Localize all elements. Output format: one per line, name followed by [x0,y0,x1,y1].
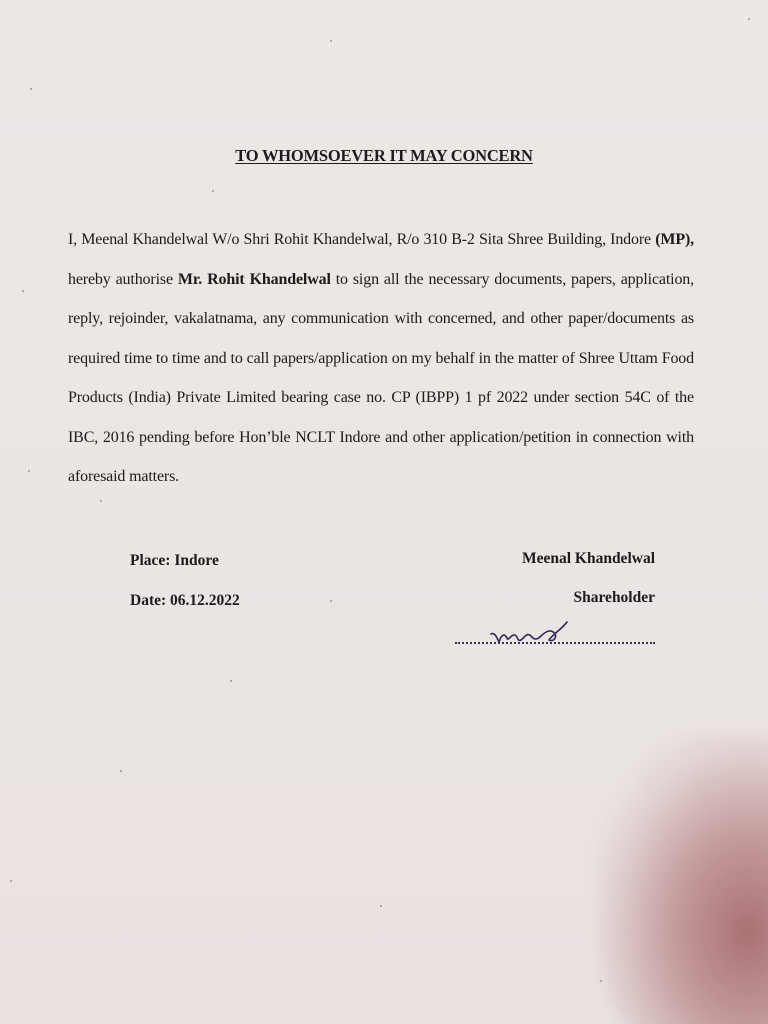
place-field: Place: Indore [130,552,219,569]
body-text-3: to sign all the necessary documents, papers, application, reply, rejoinder, vakalatnama, any communication with concerned, and other paper/documents as required time to time and to call papers/application on my behalf in the matter of Shree Uttam Food Products (India) Private Limited bearing case no. CP (IBPP) 1 pf 2022 under section 54C of the IBC, 2016 pending before Hon’ble NCLT Indore and other application/petition in connection with aforesaid matters. [68,270,695,485]
hand-shadow [598,734,768,1024]
paper-speck [230,680,232,682]
paper-speck [748,18,750,20]
signature-line [455,620,655,650]
paper-speck [330,600,332,602]
paper-speck [100,500,102,502]
paper-speck [30,88,32,90]
paper-speck [22,290,24,292]
paper-speck [120,770,122,772]
paper-speck [10,880,12,882]
paper-speck [380,905,382,907]
paper-speck [330,40,332,42]
body-state: (MP), [655,231,694,248]
authorised-person: Mr. Rohit Khandelwal [177,270,331,288]
document-title: TO WHOMSOEVER IT MAY CONCERN [235,146,533,165]
date-field: Date: 06.12.2022 [130,592,240,609]
signatory-role: Shareholder [573,589,655,606]
signatory-name: Meenal Khandelwal [521,550,655,567]
paper-speck [28,470,30,472]
body-text-2: hereby authorise [68,270,178,288]
body-text-1: I, Meenal Khandelwal W/o Shri Rohit Khandelwal, R/o 310 B-2 Sita Shree Building, Indore [68,231,656,248]
paper-speck [212,190,214,192]
signature-mark [455,620,655,650]
paper-speck [600,980,602,982]
authorization-paragraph [68,220,694,497]
